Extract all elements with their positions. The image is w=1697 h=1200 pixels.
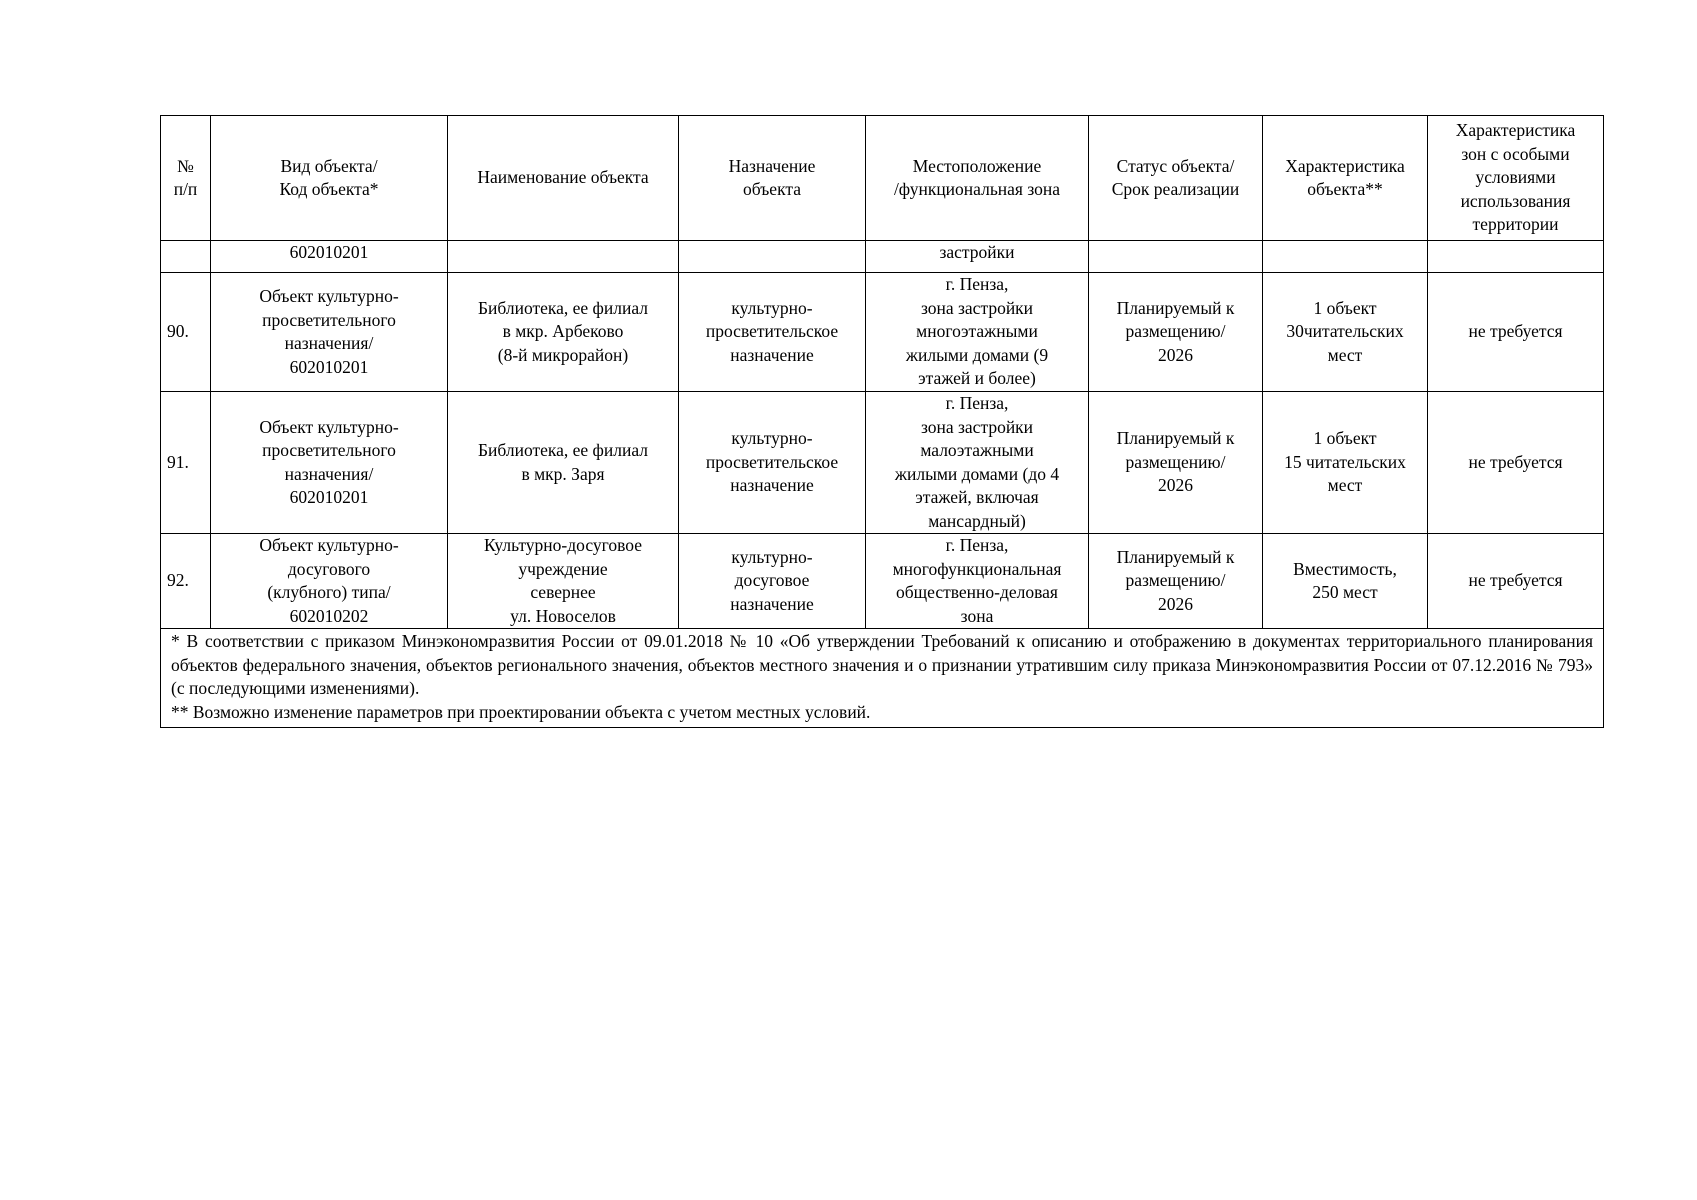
cell-object-type-code: Объект культурно- просветительного назначения/ 602010201 <box>211 392 448 534</box>
cell-object-type-code: Объект культурно- досугового (клубного) типа/ 602010202 <box>211 534 448 629</box>
table-row <box>161 273 1604 392</box>
cell-status-term <box>1089 241 1263 273</box>
header-special-zones: Характеристика зон с особыми условиями использования территории <box>1428 116 1604 241</box>
table-row-continuation <box>161 241 1604 273</box>
cell-object-name: Культурно-досуговое учреждение севернее ул. Новоселов <box>448 534 679 629</box>
cell-special-zones: не требуется <box>1428 392 1604 534</box>
cell-purpose: культурно- просветительское назначение <box>679 392 866 534</box>
planned-objects-table <box>160 115 1604 728</box>
table-row <box>161 392 1604 534</box>
table-row <box>161 534 1604 629</box>
cell-object-name <box>448 241 679 273</box>
cell-location-zone: г. Пенза, зона застройки многоэтажными жилыми домами (9 этажей и более) <box>866 273 1089 392</box>
cell-characteristics: Вместимость, 250 мест <box>1263 534 1428 629</box>
cell-purpose: культурно- досуговое назначение <box>679 534 866 629</box>
cell-purpose: культурно- просветительское назначение <box>679 273 866 392</box>
cell-characteristics: 1 объект 15 читательских мест <box>1263 392 1428 534</box>
cell-location-zone: г. Пенза, зона застройки малоэтажными жилыми домами (до 4 этажей, включая мансардный) <box>866 392 1089 534</box>
footnotes-row <box>161 629 1604 728</box>
cell-number <box>161 241 211 273</box>
cell-status-term: Планируемый к размещению/ 2026 <box>1089 273 1263 392</box>
cell-object-type-code: 602010201 <box>211 241 448 273</box>
cell-purpose <box>679 241 866 273</box>
cell-location-zone: застройки <box>866 241 1089 273</box>
cell-object-name: Библиотека, ее филиал в мкр. Заря <box>448 392 679 534</box>
cell-status-term: Планируемый к размещению/ 2026 <box>1089 534 1263 629</box>
table-header-row <box>161 116 1604 241</box>
cell-special-zones: не требуется <box>1428 534 1604 629</box>
cell-number: 91. <box>161 392 211 534</box>
footnote-code-reference: * В соответствии с приказом Минэкономразвития России от 09.01.2018 № 10 «Об утверждении Требований к описанию и отображению в документах территориального планирования объектов федерального значения, объектов регионального значения, объектов местного значения и о признании утратившим силу приказа Минэкономразвития России от 07.12.2016 № 793» (с последующими изменениями). <box>171 631 1593 698</box>
header-purpose: Назначение объекта <box>679 116 866 241</box>
cell-characteristics: 1 объект 30читательских мест <box>1263 273 1428 392</box>
cell-characteristics <box>1263 241 1428 273</box>
footnotes-cell <box>161 629 1604 728</box>
cell-location-zone: г. Пенза, многофункциональная общественно-деловая зона <box>866 534 1089 629</box>
header-object-name: Наименование объекта <box>448 116 679 241</box>
cell-number: 92. <box>161 534 211 629</box>
footnote-parameters: ** Возможно изменение параметров при проектировании объекта с учетом местных условий. <box>171 701 871 722</box>
document-page <box>160 115 1603 728</box>
header-object-type-code: Вид объекта/ Код объекта* <box>211 116 448 241</box>
header-number: № п/п <box>161 116 211 241</box>
cell-object-type-code: Объект культурно- просветительного назначения/ 602010201 <box>211 273 448 392</box>
cell-object-name: Библиотека, ее филиал в мкр. Арбеково (8-й микрорайон) <box>448 273 679 392</box>
cell-special-zones: не требуется <box>1428 273 1604 392</box>
cell-special-zones <box>1428 241 1604 273</box>
header-status-term: Статус объекта/ Срок реализации <box>1089 116 1263 241</box>
header-characteristics: Характеристика объекта** <box>1263 116 1428 241</box>
cell-status-term: Планируемый к размещению/ 2026 <box>1089 392 1263 534</box>
cell-number: 90. <box>161 273 211 392</box>
header-location-zone: Местоположение /функциональная зона <box>866 116 1089 241</box>
